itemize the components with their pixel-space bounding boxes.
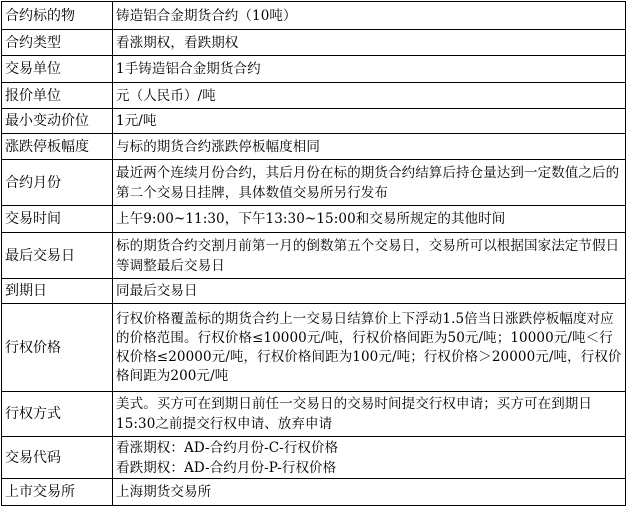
row-label-tick-size: 最小变动价位 bbox=[2, 109, 113, 134]
table-row bbox=[2, 160, 626, 206]
row-label-exercise-style: 行权方式 bbox=[2, 392, 113, 437]
table-row bbox=[2, 437, 626, 479]
table-row bbox=[2, 479, 626, 506]
ticker-code-put: 看跌期权：AD-合约月份-P-行权价格 bbox=[116, 459, 337, 476]
row-value-expiry-date: 同最后交易日 bbox=[113, 279, 626, 304]
row-label-contract-type: 合约类型 bbox=[2, 30, 113, 56]
row-label-quote-unit: 报价单位 bbox=[2, 83, 113, 109]
row-label-last-trading-day: 最后交易日 bbox=[2, 233, 113, 279]
row-value-exchange: 上海期货交易所 bbox=[113, 479, 626, 506]
table-row bbox=[2, 83, 626, 109]
table-row bbox=[2, 30, 626, 56]
row-value-trading-unit: 1手铸造铝合金期货合约 bbox=[113, 56, 626, 83]
row-label-trading-unit: 交易单位 bbox=[2, 56, 113, 83]
row-value-trading-hours: 上午9:00~11:30，下午13:30~15:00和交易所规定的其他时间 bbox=[113, 206, 626, 233]
row-value-price-limit: 与标的期货合约涨跌停板幅度相同 bbox=[113, 134, 626, 160]
row-value-strike-price: 行权价格覆盖标的期货合约上一交易日结算价上下浮动1.5倍当日涨跌停板幅度对应的价格范围。行权价格≤10000元/吨，行权价格间距为50元/吨；10000元/吨＜行权价格≤20000元/吨，行权价格间距为100元/吨；行权价格＞20000元/吨，行权价格间距为200元/吨 bbox=[113, 304, 626, 392]
row-label-underlying: 合约标的物 bbox=[2, 2, 113, 30]
row-label-exchange: 上市交易所 bbox=[2, 479, 113, 506]
table-row bbox=[2, 206, 626, 233]
table-row bbox=[2, 109, 626, 134]
table-row bbox=[2, 392, 626, 437]
row-value-last-trading-day: 标的期货合约交割月前第一月的倒数第五个交易日，交易所可以根据国家法定节假日等调整最后交易日 bbox=[113, 233, 626, 279]
row-value-tick-size: 1元/吨 bbox=[113, 109, 626, 134]
row-value-ticker-code bbox=[113, 437, 626, 479]
row-value-underlying: 铸造铝合金期货合约（10吨） bbox=[113, 2, 626, 30]
contract-spec-table bbox=[1, 1, 626, 506]
table-row bbox=[2, 2, 626, 30]
row-value-contract-type: 看涨期权，看跌期权 bbox=[113, 30, 626, 56]
row-label-trading-hours: 交易时间 bbox=[2, 206, 113, 233]
row-value-contract-months: 最近两个连续月份合约，其后月份在标的期货合约结算后持仓量达到一定数值之后的第二个交易日挂牌，具体数值交易所另行发布 bbox=[113, 160, 626, 206]
row-label-price-limit: 涨跌停板幅度 bbox=[2, 134, 113, 160]
row-label-contract-months: 合约月份 bbox=[2, 160, 113, 206]
table-row bbox=[2, 56, 626, 83]
row-label-strike-price: 行权价格 bbox=[2, 304, 113, 392]
table-row bbox=[2, 304, 626, 392]
row-label-ticker-code: 交易代码 bbox=[2, 437, 113, 479]
table-row bbox=[2, 279, 626, 304]
row-label-expiry-date: 到期日 bbox=[2, 279, 113, 304]
row-value-exercise-style: 美式。买方可在到期日前任一交易日的交易时间提交行权申请；买方可在到期日15:30之前提交行权申请、放弃申请 bbox=[113, 392, 626, 437]
ticker-code-call: 看涨期权：AD-合约月份-C-行权价格 bbox=[116, 439, 339, 456]
row-value-quote-unit: 元（人民币）/吨 bbox=[113, 83, 626, 109]
table-row bbox=[2, 134, 626, 160]
table-row bbox=[2, 233, 626, 279]
